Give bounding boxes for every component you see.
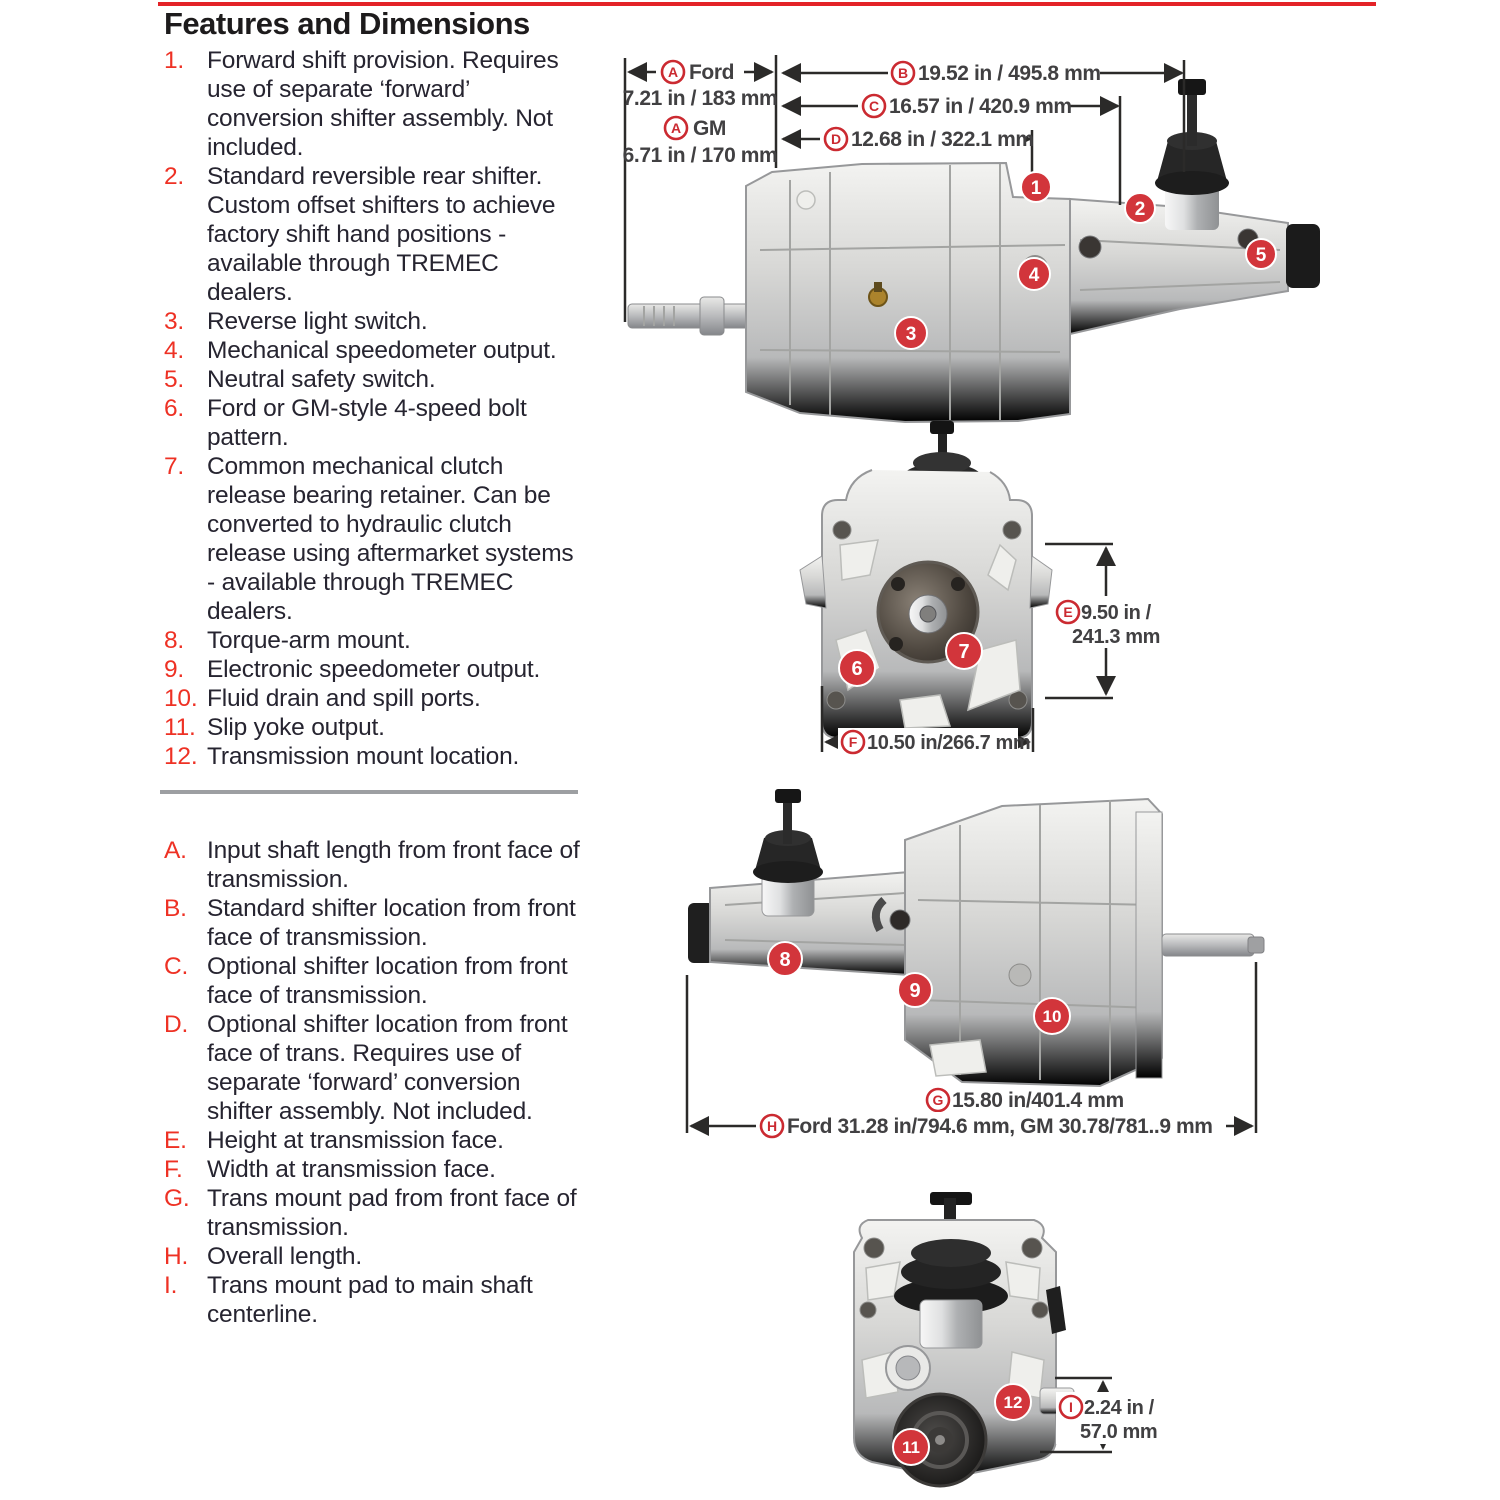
feature-number: 11.	[164, 714, 196, 741]
dim-i-line1: 2.24 in /	[1084, 1397, 1154, 1419]
dim-badge-letter: I	[1069, 1399, 1073, 1415]
dim-g-value: 15.80 in/401.4 mm	[952, 1089, 1124, 1112]
dim-letter: B.	[164, 895, 187, 922]
feature-number: 3.	[164, 308, 185, 335]
dim-a-ford-label: Ford	[689, 61, 735, 84]
dim-badge-letter: G	[932, 1092, 944, 1108]
svg-text:5: 5	[1255, 245, 1267, 266]
svg-text:4: 4	[1028, 265, 1040, 286]
callout-6	[839, 650, 875, 686]
feature-number: 2.	[164, 163, 185, 190]
feature-number: 12.	[164, 743, 198, 770]
dim-a-gm-label: GM	[693, 117, 727, 140]
feature-number: 6.	[164, 395, 185, 422]
dim-badge-letter: B	[897, 65, 909, 81]
feature-number: 5.	[164, 366, 185, 393]
page-title: Features and Dimensions	[164, 6, 530, 41]
dim-badge-letter: F	[848, 734, 858, 750]
dim-letter: I.	[164, 1272, 178, 1299]
dim-text: Overall length.	[207, 1243, 362, 1270]
dim-d-value: 12.68 in / 322.1 mm	[851, 128, 1034, 151]
feature-text: Fluid drain and spill ports.	[207, 685, 481, 712]
svg-text:7: 7	[958, 641, 970, 663]
dim-text: Height at transmission face.	[207, 1127, 504, 1154]
feature-number: 9.	[164, 656, 185, 683]
callout-3	[895, 317, 927, 349]
feature-text: Torque-arm mount.	[207, 627, 411, 654]
dim-f-value: 10.50 in/266.7 mm	[867, 732, 1031, 754]
dim-text: Input shaft length from front face of transmission.	[207, 837, 580, 893]
callout-9	[898, 973, 932, 1007]
dim-i-line2: 57.0 mm	[1080, 1421, 1158, 1443]
dim-c-annotation	[783, 92, 1118, 119]
svg-text:1: 1	[1030, 178, 1042, 199]
feature-text: Common mechanical clutch release bearing retainer. Can be converted to hydraulic clutch release using aftermarket systems - available through TREMEC dealers.	[207, 453, 574, 625]
dim-letter: H.	[164, 1243, 189, 1270]
feature-number: 10.	[164, 685, 198, 712]
svg-text:3: 3	[905, 324, 917, 345]
feature-number: 7.	[164, 453, 185, 480]
callout-4	[1018, 258, 1050, 290]
dim-letter: E.	[164, 1127, 187, 1154]
dim-badge-letter: E	[1063, 604, 1073, 620]
dim-text: Width at transmission face.	[207, 1156, 496, 1183]
dim-a-annotation	[623, 58, 778, 167]
dim-text: Optional shifter location from front face of trans. Requires use of separate ‘forward’ conversion shifter assembly. Not included.	[207, 1011, 568, 1125]
callout-11	[893, 1429, 929, 1465]
feature-number: 4.	[164, 337, 185, 364]
feature-text: Slip yoke output.	[207, 714, 385, 741]
dim-badge-letter: D	[830, 131, 842, 147]
svg-text:2: 2	[1134, 199, 1146, 220]
front-view-photo	[800, 421, 1052, 738]
callout-8	[768, 942, 802, 976]
feature-text: Transmission mount location.	[207, 743, 520, 770]
dim-letter: G.	[164, 1185, 190, 1212]
dim-e-annotation	[1045, 544, 1172, 698]
dim-badge-letter: A	[667, 64, 679, 80]
feature-text: Standard reversible rear shifter. Custom offset shifters to achieve factory shift hand positions - available through TREMEC dealers.	[207, 163, 556, 306]
svg-text:12: 12	[1003, 1393, 1023, 1412]
dim-letter: D.	[164, 1011, 189, 1038]
callout-12	[995, 1384, 1031, 1420]
dim-text: Trans mount pad from front face of transmission.	[207, 1185, 577, 1241]
svg-text:8: 8	[779, 949, 791, 971]
dim-a-ford-value: 7.21 in / 183 mm	[622, 87, 778, 110]
dim-b-annotation	[783, 59, 1182, 86]
dim-e-line2: 241.3 mm	[1072, 626, 1160, 648]
feature-text: Ford or GM-style 4-speed bolt pattern.	[207, 395, 527, 451]
dim-a-gm-value: 6.71 in / 170 mm	[622, 144, 778, 167]
svg-text:9: 9	[909, 980, 921, 1002]
dim-text: Trans mount pad to main shaft centerline.	[207, 1272, 533, 1328]
feature-text: Forward shift provision. Requires use of separate ‘forward’ conversion shifter assembly. Not included.	[207, 47, 559, 161]
callout-7	[946, 633, 982, 669]
svg-text:10: 10	[1042, 1007, 1062, 1026]
feature-text: Reverse light switch.	[207, 308, 428, 335]
callout-1	[1021, 172, 1051, 202]
callout-10	[1034, 998, 1070, 1034]
callout-5	[1246, 239, 1276, 269]
dim-badge-letter: A	[670, 120, 682, 136]
dim-letter: A.	[164, 837, 187, 864]
feature-text: Neutral safety switch.	[207, 366, 436, 393]
dim-letter: C.	[164, 953, 189, 980]
dim-text: Standard shifter location from front face of transmission.	[207, 895, 576, 951]
dim-h-value: Ford 31.28 in/794.6 mm, GM 30.78/781..9 mm	[787, 1115, 1213, 1138]
callout-2	[1125, 193, 1155, 223]
dim-text: Optional shifter location from front face of transmission.	[207, 953, 568, 1009]
side-view-reversed-photo	[688, 789, 1264, 1086]
feature-text: Electronic speedometer output.	[207, 656, 541, 683]
dim-badge-letter: C	[868, 98, 880, 114]
dim-c-value: 16.57 in / 420.9 mm	[889, 95, 1072, 118]
dim-badge-letter: H	[766, 1118, 778, 1134]
svg-text:6: 6	[851, 658, 863, 680]
dim-d-annotation	[783, 125, 1034, 152]
rear-view-photo	[854, 1192, 1074, 1486]
feature-number: 1.	[164, 47, 185, 74]
dim-e-line1: 9.50 in /	[1081, 602, 1151, 624]
feature-text: Mechanical speedometer output.	[207, 337, 557, 364]
feature-number: 8.	[164, 627, 185, 654]
dim-b-value: 19.52 in / 495.8 mm	[918, 62, 1101, 85]
dim-g-annotation	[927, 1089, 1124, 1112]
svg-text:11: 11	[902, 1438, 920, 1457]
dim-letter: F.	[164, 1156, 183, 1183]
